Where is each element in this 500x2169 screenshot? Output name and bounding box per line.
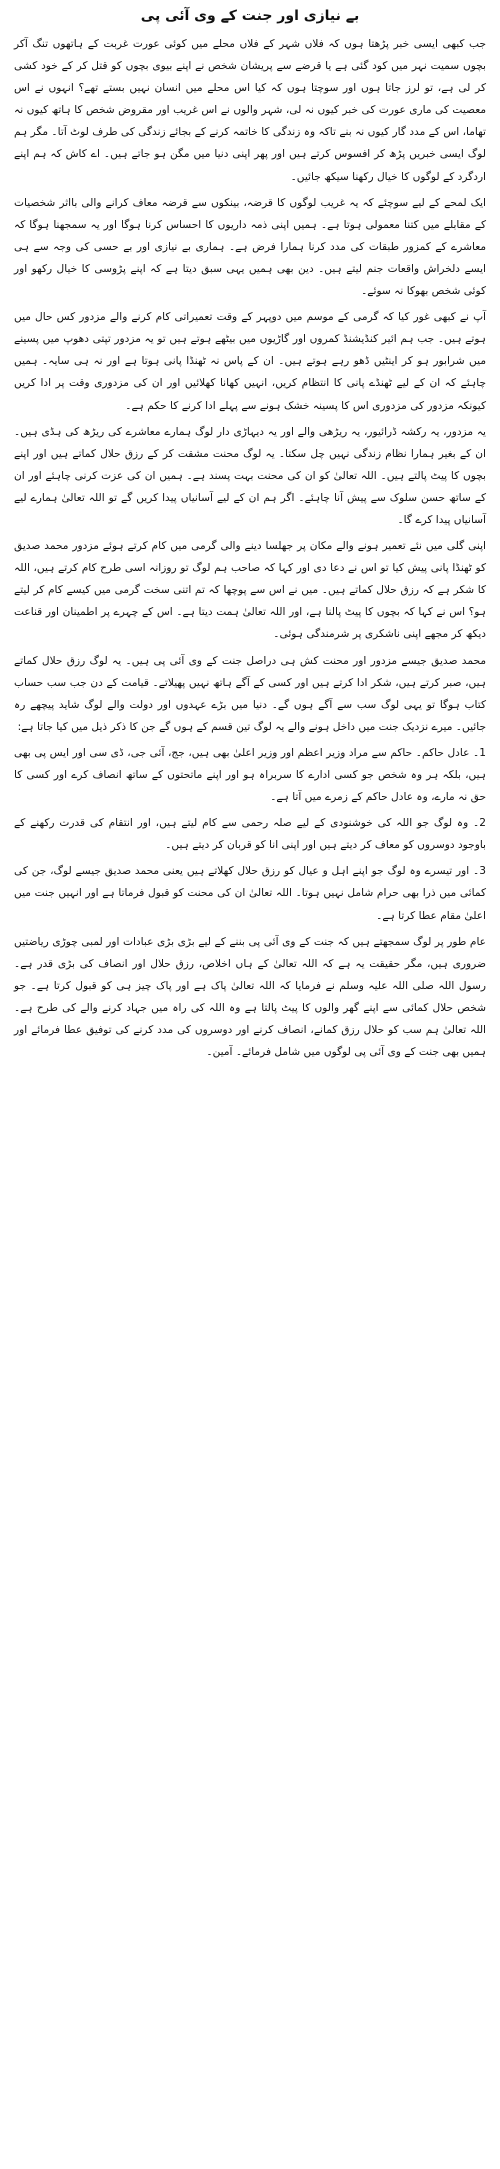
- article-title: بے نیازی اور جنت کے وی آئی پی: [140, 8, 360, 24]
- article-paragraph: یہ مزدور، یہ رکشہ ڈرائیور، یہ ریڑھی والے اور یہ دیہاڑی دار لوگ ہمارے معاشرے کی ریڑھ کی ہڈی ہیں۔ ان کے بغیر ہمارا نظام زندگی نہیں چل سکتا۔ یہ لوگ محنت مشقت کر کے رزق حلال کماتے ہیں اور اپنے بچوں کا پیٹ پالتے ہیں۔ اللہ تعالیٰ کو ان کی محنت بہت پسند ہے۔ ہمیں ان کی عزت کرنی چاہئے اور ان کے ساتھ حسن سلوک سے پیش آنا چاہئے۔ اگر ہم ان کے لیے آسانیاں پیدا کریں گے تو اللہ تعالیٰ ہمارے لیے آسانیاں پیدا کرے گا۔: [14, 425, 486, 526]
- article-paragraph: اپنی گلی میں نئے تعمیر ہونے والے مکان پر جھلسا دینے والی گرمی میں کام کرتے ہوئے مزدور محمد صدیق کو ٹھنڈا پانی پیش کیا تو اس نے دعا دی اور کہا کہ صاحب ہم لوگ تو روزانہ اسی طرح کام کرتے ہیں، اللہ کا شکر ہے کہ رزق حلال کماتے ہیں۔ میں نے اس سے پوچھا کہ تم اتنی سخت گرمی میں کیسے کام کر لیتے ہو؟ اس نے کہا کہ بچوں کا پیٹ پالنا ہے، اور اللہ تعالیٰ ہمت دیتا ہے۔ اس کے چہرے پر اطمینان اور قناعت دیکھ کر مجھے اپنی ناشکری پر شرمندگی ہوئی۔: [14, 540, 486, 641]
- numbered-point-3: 3۔ اور تیسرے وہ لوگ جو اپنے اہل و عیال کو رزق حلال کھلاتے ہیں یعنی محمد صدیق جیسے لوگ، جن کی کمائی میں ذرا بھی حرام شامل نہیں ہوتا۔ اللہ تعالیٰ ان کی محنت کو قبول فرماتا ہے اور انہیں جنت میں اعلیٰ مقام عطا کرتا ہے۔: [14, 865, 486, 922]
- article-paragraph: محمد صدیق جیسے مزدور اور محنت کش ہی دراصل جنت کے وی آئی پی ہیں۔ یہ لوگ رزق حلال کماتے ہیں، صبر کرتے ہیں، شکر ادا کرتے ہیں اور کسی کے آگے ہاتھ نہیں پھیلاتے۔ قیامت کے دن جب سب حساب کتاب ہوگا تو یہی لوگ سب سے آگے ہوں گے۔ دنیا میں بڑے عہدوں اور دولت والے لوگ شاید پیچھے رہ جائیں۔ میرے نزدیک جنت میں داخل ہونے والے یہ لوگ تین قسم کے ہوں گے جن کا ذکر ذیل میں کیا جاتا ہے:: [14, 654, 486, 733]
- article-paragraph: جب کبھی ایسی خبر پڑھتا ہوں کہ فلاں شہر کے فلاں محلے میں کوئی عورت غربت کے ہاتھوں تنگ آکر بچوں سمیت نہر میں کود گئی ہے یا قرضے سے پریشان شخص نے اپنے بیوی بچوں کو قتل کر کے خود کشی کر لی ہے، تو لرز جاتا ہوں اور سوچتا ہوں کہ کیا اس محلے میں انسان نہیں بستے تھے؟ انہوں نے اس معصیت کی ماری عورت کی خبر کیوں نہ لی، شہر والوں نے اس غریب اور مقروض شخص کا ہاتھ کیوں نہ تھاما، اس کے مدد گار کیوں نہ بنے تاکہ وہ زندگی کا خاتمہ کرنے کے بجائے زندگی کی طرف لوٹ آتا۔ مگر ہم لوگ ایسی خبریں پڑھ کر افسوس کرتے ہیں اور پھر اپنی دنیا میں مگن ہو جاتے ہیں۔ اے کاش کہ ہم اپنے اردگرد کے لوگوں کا خیال رکھنا سیکھ جائیں۔: [14, 38, 486, 183]
- article-body: [14, 33, 486, 1063]
- numbered-point-1: 1۔ عادل حاکم۔ حاکم سے مراد وزیر اعظم اور وزیر اعلیٰ بھی ہیں، جج، آئی جی، ڈی سی اور ایس پی بھی ہیں، بلکہ ہر وہ شخص جو کسی ادارے کا سربراہ ہو اور اپنے ماتحتوں کے ساتھ انصاف کرے اور کسی کا حق نہ مارے، وہ عادل حاکم کے زمرے میں آتا ہے۔: [14, 746, 486, 804]
- article-paragraph: ایک لمحے کے لیے سوچئے کہ یہ غریب لوگوں کا قرضہ، بینکوں سے قرضہ معاف کرانے والی بااثر شخصیات کے مقابلے میں کتنا معمولی ہوتا ہے۔ ہمیں اپنی ذمہ داریوں کا احساس کرنا ہوگا اور یہ سمجھنا ہوگا کہ معاشرے کے کمزور طبقات کی مدد کرنا ہمارا فرض ہے۔ ہماری بے نیازی اور بے حسی کی وجہ سے ہی ایسے دلخراش واقعات جنم لیتے ہیں۔ دین بھی ہمیں یہی سبق دیتا ہے کہ اپنے پڑوسی کا خیال رکھو اور کوئی شخص بھوکا نہ سوئے۔: [14, 196, 486, 298]
- article-paragraph: آپ نے کبھی غور کیا کہ گرمی کے موسم میں دوپہر کے وقت تعمیراتی کام کرنے والے مزدور کس حال میں ہوتے ہیں۔ جب ہم ائیر کنڈیشنڈ کمروں اور گاڑیوں میں بیٹھے ہوتے ہیں تو یہ مزدور تپتی دھوپ میں پسینے میں شرابور ہو کر اینٹیں ڈھو رہے ہوتے ہیں۔ ان کے پاس نہ ٹھنڈا پانی ہوتا ہے اور نہ ہی سایہ۔ ہمیں چاہئے کہ ان کے لیے ٹھنڈے پانی کا انتظام کریں، انہیں کھانا کھلائیں اور ان کی مزدوری وقت پر ادا کریں کیونکہ مزدور کی مزدوری اس کا پسینہ خشک ہونے سے پہلے ادا کرنے کا حکم ہے۔: [14, 311, 486, 412]
- numbered-point-2: 2۔ وہ لوگ جو اللہ کی خوشنودی کے لیے صلہ رحمی سے کام لیتے ہیں، اور انتقام کی قدرت رکھنے کے باوجود دوسروں کو معاف کر دیتے ہیں اور اپنی انا کو قربان کر دیتے ہیں۔: [14, 817, 486, 852]
- article-paragraph: عام طور پر لوگ سمجھتے ہیں کہ جنت کے وی آئی پی بننے کے لیے بڑی بڑی عبادات اور لمبی چوڑی ریاضتیں ضروری ہیں، مگر حقیقت یہ ہے کہ اللہ تعالیٰ کے ہاں اخلاص، رزق حلال اور انصاف کی بڑی قدر ہے۔ رسول اللہ صلی اللہ علیہ وسلم نے فرمایا کہ اللہ تعالیٰ پاک ہے اور پاک چیز ہی کو قبول کرتا ہے۔ جو شخص حلال کمائی سے اپنے گھر والوں کا پیٹ پالتا ہے وہ اللہ کی راہ میں جہاد کرنے والے کی طرح ہے۔ اللہ تعالیٰ ہم سب کو حلال رزق کمانے، انصاف کرنے اور دوسروں کی مدد کرنے کی توفیق عطا فرمائے اور ہمیں بھی جنت کے وی آئی پی لوگوں میں شامل فرمائے۔ آمین۔: [14, 935, 486, 1059]
